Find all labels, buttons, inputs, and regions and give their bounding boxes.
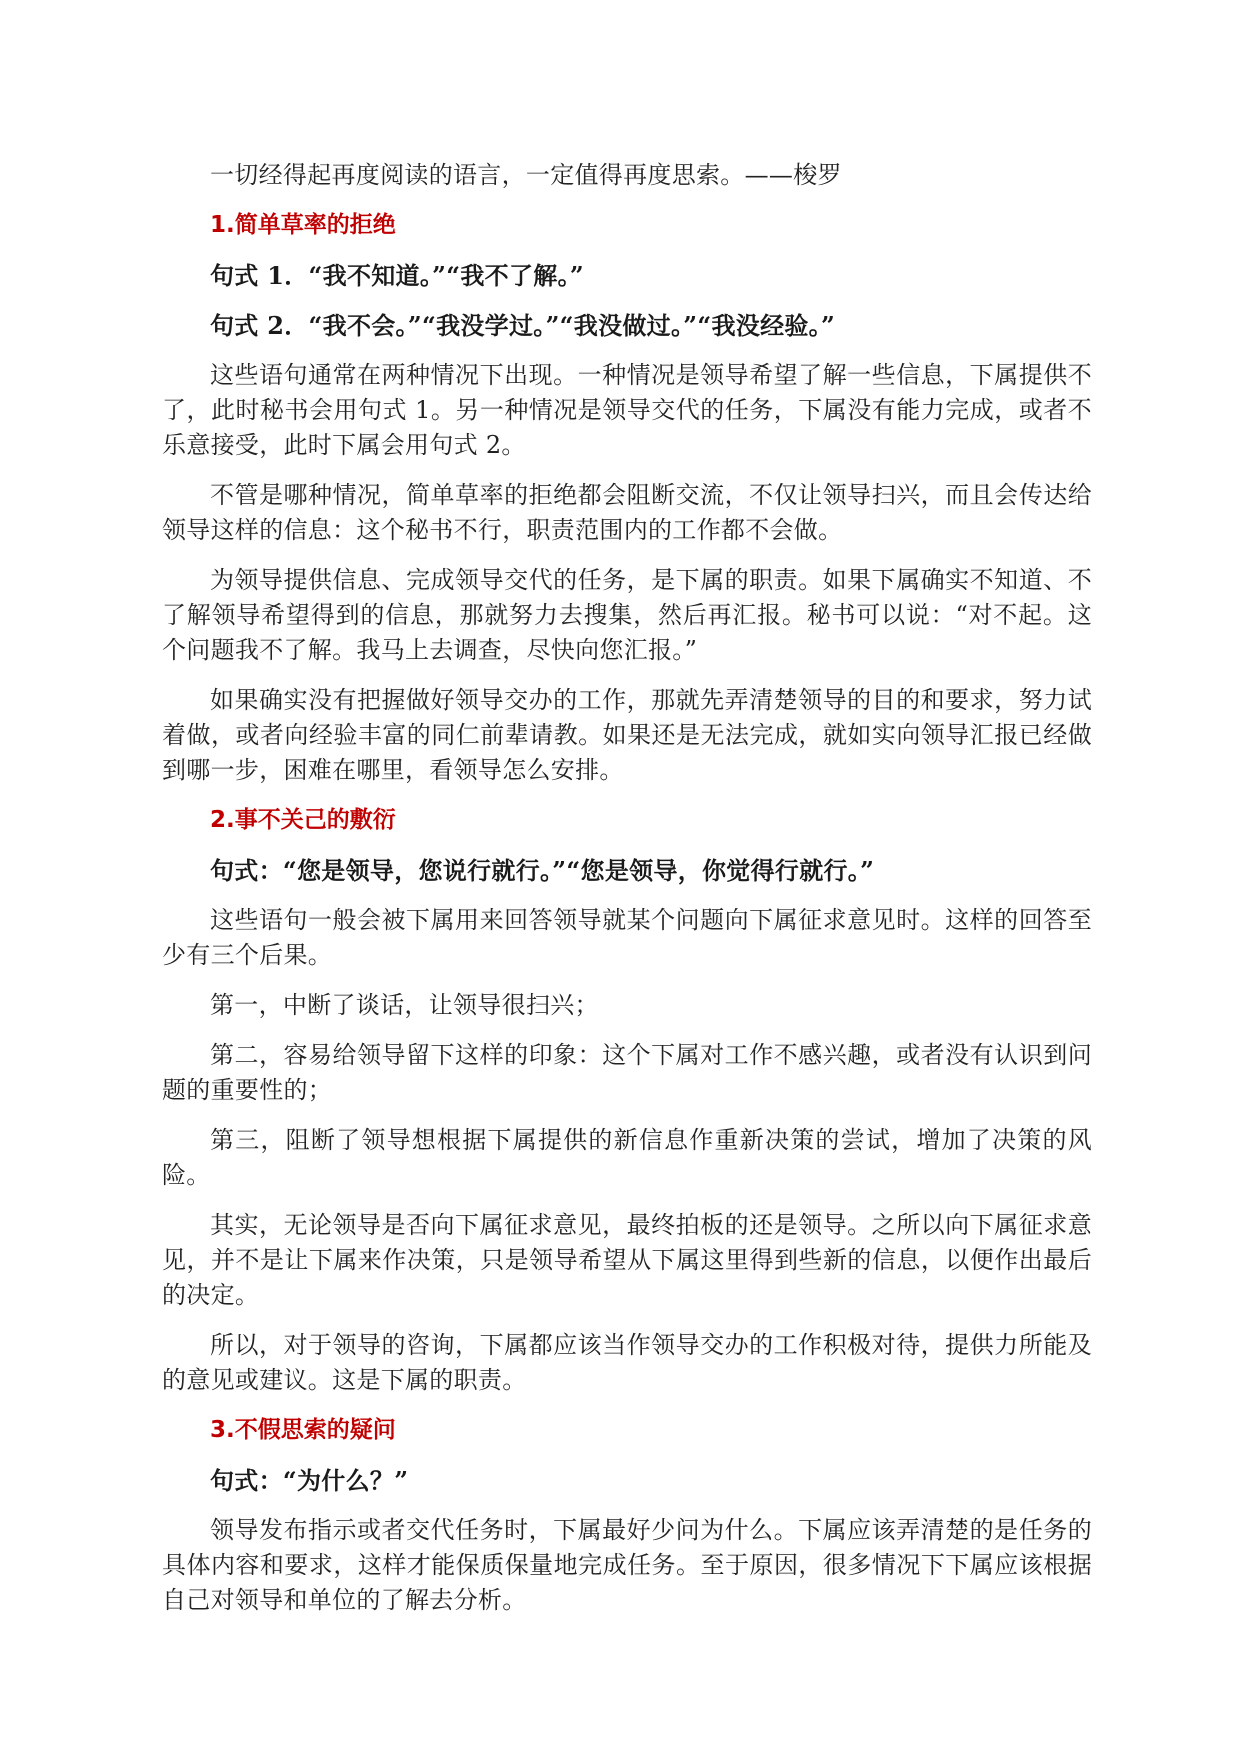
body-paragraph: 这些语句通常在两种情况下出现。一种情况是领导希望了解一些信息，下属提供不了，此时秘书会用句式 1。另一种情况是领导交代的任务，下属没有能力完成，或者不乐意接受，此时下属会用句式 2。 [162, 361, 1092, 459]
body-paragraph: 第三，阻断了领导想根据下属提供的新信息作重新决策的尝试，增加了决策的风险。 [162, 1126, 1092, 1189]
body-paragraph: 如果确实没有把握做好领导交办的工作，那就先弄清楚领导的目的和要求，努力试着做，或者向经验丰富的同仁前辈请教。如果还是无法完成，就如实向领导汇报已经做到哪一步，困难在哪里，看领导怎么安排。 [162, 686, 1092, 784]
body-paragraph: 第二，容易给领导留下这样的印象：这个下属对工作不感兴趣，或者没有认识到问题的重要性的； [162, 1041, 1092, 1104]
document-page [162, 158, 1092, 1633]
sentence-pattern: 句式：“为什么？” [210, 1466, 409, 1495]
body-paragraph: 为领导提供信息、完成领导交代的任务，是下属的职责。如果下属确实不知道、不了解领导希望得到的信息，那就努力去搜集，然后再汇报。秘书可以说：“对不起。这个问题我不了解。我马上去调查，尽快向您汇报。” [162, 566, 1092, 664]
body-paragraph: 第一，中断了谈话，让领导很扫兴； [210, 991, 599, 1019]
section-heading: 2.事不关己的敷衍 [210, 807, 396, 833]
section-3 [162, 1413, 1092, 1618]
body-paragraph: 所以，对于领导的咨询，下属都应该当作领导交办的工作积极对待，提供力所能及的意见或建议。这是下属的职责。 [162, 1331, 1092, 1394]
section-heading: 1.简单草率的拒绝 [210, 212, 396, 238]
sentence-pattern: 句式 1．“我不知道。”“我不了解。” [210, 261, 584, 290]
section-heading: 3.不假思索的疑问 [210, 1417, 396, 1443]
body-paragraph: 这些语句一般会被下属用来回答领导就某个问题向下属征求意见时。这样的回答至少有三个后果。 [162, 906, 1092, 969]
opening-quote: 一切经得起再度阅读的语言，一定值得再度思索。——梭罗 [210, 161, 842, 189]
sentence-pattern: 句式 2．“我不会。”“我没学过。”“我没做过。”“我没经验。” [210, 311, 836, 340]
body-paragraph: 不管是哪种情况，简单草率的拒绝都会阻断交流，不仅让领导扫兴，而且会传达给领导这样的信息：这个秘书不行，职责范围内的工作都不会做。 [162, 481, 1092, 544]
section-1 [162, 208, 1092, 788]
section-2 [162, 803, 1092, 1398]
sentence-pattern: 句式：“您是领导，您说行就行。”“您是领导，你觉得行就行。” [210, 856, 875, 885]
body-paragraph: 领导发布指示或者交代任务时，下属最好少问为什么。下属应该弄清楚的是任务的具体内容和要求，这样才能保质保量地完成任务。至于原因，很多情况下下属应该根据自己对领导和单位的了解去分析。 [162, 1516, 1092, 1614]
body-paragraph: 其实，无论领导是否向下属征求意见，最终拍板的还是领导。之所以向下属征求意见，并不是让下属来作决策，只是领导希望从下属这里得到些新的信息，以便作出最后的决定。 [162, 1211, 1092, 1309]
